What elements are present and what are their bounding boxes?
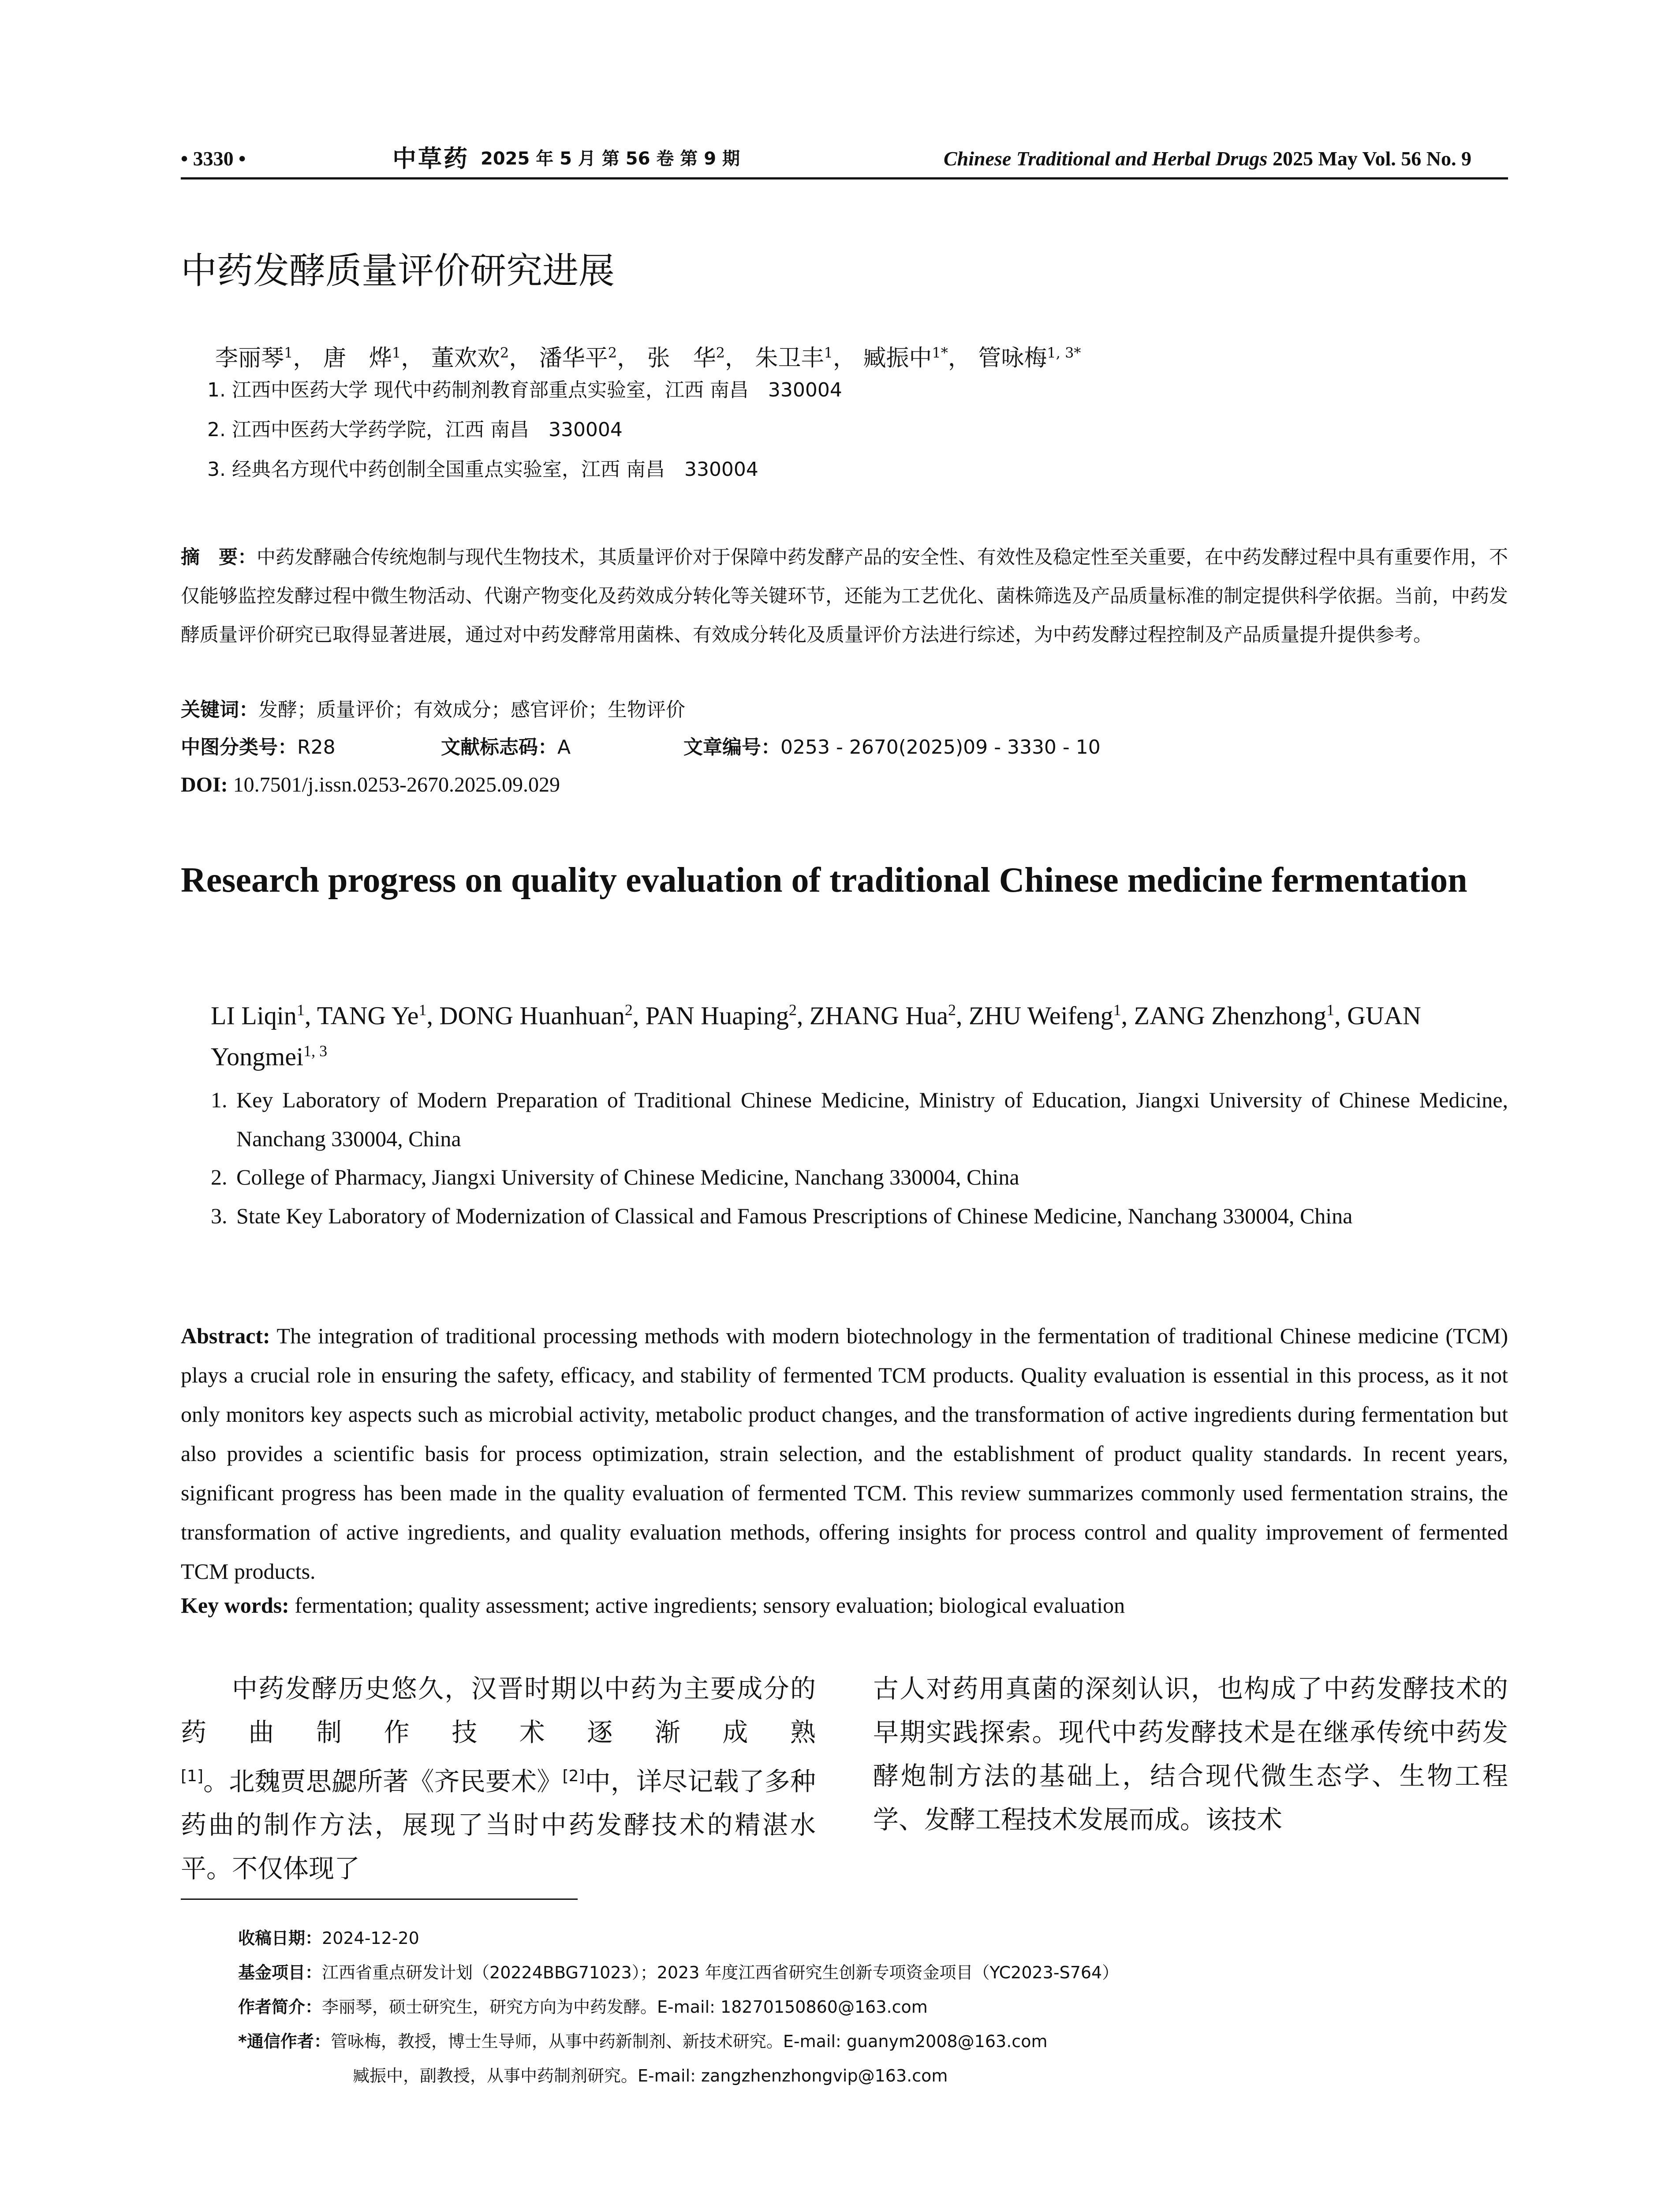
author-cn: 李丽琴: [215, 345, 284, 372]
doc-code: [441, 730, 571, 765]
author-en-sup: 1, 3: [303, 1042, 328, 1060]
affiliation-cn-1: 1. 江西中医药大学 现代中药制剂教育部重点实验室，江西 南昌 330004: [207, 379, 842, 401]
footnote-correspondence-2: 臧振中，副教授，从事中药制剂研究。E-mail: zangzhenzhongvip@163.com: [353, 2066, 948, 2085]
author-en-sup: 1: [1113, 1001, 1121, 1019]
footnote-received: [238, 1923, 419, 1954]
doi-value: 10.7501/j.issn.0253-2670.2025.09.029: [228, 773, 560, 796]
affiliation-en-num: 2.: [211, 1165, 228, 1189]
author-cn-sup: 1: [284, 344, 293, 361]
keywords-cn-label: 关键词：: [181, 699, 258, 721]
affiliation-en-2: [211, 1158, 1508, 1196]
issue-info-en: [944, 146, 1471, 172]
article-number-label: 文章编号：: [683, 736, 780, 759]
footnote-label: 收稿日期：: [238, 1928, 322, 1948]
author-en-sup: 1: [1326, 1001, 1335, 1019]
clc-label: 中图分类号：: [181, 736, 297, 759]
body-column-right: [873, 1667, 1508, 1842]
footnote-text: 李丽琴，硕士研究生，研究方向为中药发酵。E-mail: 18270150860@163.com: [322, 1997, 928, 2017]
abstract-cn: [181, 538, 1508, 654]
author-cn-sup: 1, 3*: [1047, 344, 1081, 361]
running-header: [181, 146, 1508, 181]
author-cn-sup: 2: [716, 344, 725, 361]
affiliation-en-1: [211, 1080, 1508, 1158]
footnote-label: 作者简介：: [238, 1997, 322, 2017]
classification-line: [181, 730, 1101, 765]
article-number-value: 0253 - 2670(2025)09 - 3330 - 10: [780, 736, 1101, 759]
author-en-sup: 1: [296, 1001, 305, 1019]
footnote-fund: [238, 1957, 1119, 1988]
author-en: PAN Huaping: [645, 1001, 789, 1030]
affiliation-en-text: College of Pharmacy, Jiangxi University of Chinese Medicine, Nanchang 330004, China: [236, 1165, 1019, 1189]
author-en: ZHANG Hua: [809, 1001, 948, 1030]
doc-code-label: 文献标志码：: [441, 736, 557, 759]
abstract-cn-label: 摘 要：: [181, 546, 257, 568]
doi-line: [181, 767, 560, 803]
author-cn-sup: 1: [824, 344, 833, 361]
author-en-sup: 2: [788, 1001, 797, 1019]
affiliation-en-text: State Key Laboratory of Modernization of Classical and Famous Prescriptions of Chinese Medicine, Nanchang 330004, China: [236, 1203, 1353, 1228]
doi-label: DOI:: [181, 773, 228, 796]
page-number: • 3330 •: [181, 147, 246, 170]
author-cn: 臧振中: [863, 345, 932, 372]
keywords-cn-text: 发酵；质量评价；有效成分；感官评价；生物评价: [258, 699, 685, 721]
body-text: 中药发酵历史悠久，汉晋时期以中药为主要成分的药曲制作技术逐渐成熟: [181, 1674, 816, 1747]
author-en-sup: 2: [624, 1001, 633, 1019]
affiliation-en-num: 3.: [211, 1203, 228, 1228]
footnote-text: 江西省重点研发计划（20224BBG71023）；2023 年度江西省研究生创新专项资金项目（YC2023-S764）: [322, 1963, 1119, 1982]
author-en: GUAN Yongmei: [211, 1001, 1421, 1071]
author-cn-sup: 2: [500, 344, 509, 361]
issue-info-cn: 2025 年 5 月 第 56 卷 第 9 期: [481, 149, 740, 169]
title-cn: 中药发酵质量评价研究进展: [181, 250, 615, 292]
body-column-left: [181, 1667, 816, 1891]
footnote-correspondence: [238, 2026, 1047, 2057]
article-number: [683, 730, 1101, 765]
citation-ref: [2]: [562, 1767, 585, 1785]
affiliation-cn-2: 2. 江西中医药大学药学院，江西 南昌 330004: [207, 419, 623, 441]
abstract-en-label: Abstract:: [181, 1323, 270, 1348]
footnote-text: 管咏梅，教授，博士生导师，从事中药新制剂、新技术研究。E-mail: guanym2008@163.com: [330, 2032, 1048, 2051]
body-text: 古人对药用真菌的深刻认识，也构成了中药发酵技术的早期实践探索。现代中药发酵技术是在继承传统中药发酵炮制方法的基础上，结合现代微生态学、生物工程学、发酵工程技术发展而成。该技术: [873, 1674, 1508, 1835]
keywords-en-label: Key words:: [181, 1593, 289, 1618]
keywords-en-text: fermentation; quality assessment; active ingredients; sensory evaluation; biological evaluation: [289, 1593, 1125, 1618]
author-en: TANG Ye: [317, 1001, 419, 1030]
header-divider: [181, 177, 1508, 179]
author-cn: 管咏梅: [978, 345, 1047, 372]
footnote-divider: [181, 1899, 578, 1900]
keywords-cn: [181, 692, 685, 728]
footnote-label: *通信作者：: [238, 2032, 331, 2051]
abstract-en: [181, 1316, 1508, 1591]
footnote-label: 基金项目：: [238, 1963, 322, 1982]
body-text: 。北魏贾思勰所著《齐民要术》: [203, 1766, 563, 1797]
title-en: Research progress on quality evaluation of traditional Chinese medicine fermentation: [181, 861, 1467, 900]
journal-name-en: Chinese Traditional and Herbal Drugs: [944, 147, 1268, 170]
author-en: LI Liqin: [211, 1001, 297, 1030]
author-en: ZHU Weifeng: [968, 1001, 1113, 1030]
authors-cn: 李丽琴$^1$， 唐 烨$^1$， 董欢欢$^2$， 潘华平$^2$， 张 华$^2$， 朱卫丰$^1$， 臧振中$^{1*}$， 管咏梅$^{1, 3*}$: [215, 344, 1081, 372]
author-en: ZANG Zhenzhong: [1134, 1001, 1327, 1030]
author-cn: 张 华: [647, 345, 716, 372]
footnote-text: 2024-12-20: [322, 1928, 419, 1948]
body-text: 中，详尽记载了多种药曲的制作方法，展现了当时中药发酵技术的精湛水平。不仅体现了: [181, 1766, 816, 1884]
keywords-en: [181, 1588, 1508, 1623]
affiliation-en-num: 1.: [211, 1088, 228, 1112]
doc-code-value: A: [557, 736, 571, 759]
affiliation-en-3: [211, 1196, 1508, 1235]
journal-brand-logo: 中草药: [392, 146, 469, 172]
footnote-author-bio: [238, 1992, 928, 2022]
affiliation-en-text: Key Laboratory of Modern Preparation of Traditional Chinese Medicine, Ministry of Education, Jiangxi University of Chinese Medicine, Nanchang 330004, China: [236, 1088, 1508, 1151]
abstract-cn-text: 中药发酵融合传统炮制与现代生物技术，其质量评价对于保障中药发酵产品的安全性、有效性及稳定性至关重要，在中药发酵过程中具有重要作用，不仅能够监控发酵过程中微生物活动、代谢产物变化及药效成分转化等关键环节，还能为工艺优化、菌株筛选及产品质量标准的制定提供科学依据。当前，中药发酵质量评价研究已取得显著进展，通过对中药发酵常用菌株、有效成分转化及质量评价方法进行综述，为中药发酵过程控制及产品质量提升提供参考。: [181, 546, 1508, 646]
author-cn: 董欢欢: [431, 345, 500, 372]
abstract-en-text: The integration of traditional processing methods with modern biotechnology in the fermentation of traditional Chinese medicine (TCM) plays a crucial role in ensuring the safety, efficacy, and stability of fermented TCM products. Quality evaluation is essential in this process, as it not only monitors key aspects such as microbial activity, metabolic product changes, and the transformation of active ingredients during fermentation but also provides a scientific basis for process optimization, strain selection, and the establishment of product quality standards. In recent years, significant progress has been made in the quality evaluation of fermented TCM. This review summarizes commonly used fermentation strains, the transformation of active ingredients, and quality evaluation methods, offering insights for process control and quality improvement of fermented TCM products.: [181, 1323, 1508, 1584]
author-cn-sup: 1*: [932, 344, 948, 361]
author-cn: 朱卫丰: [755, 345, 824, 372]
clc-value: R28: [297, 736, 336, 759]
citation-ref: [1]: [181, 1767, 203, 1785]
author-en-sup: 2: [948, 1001, 956, 1019]
body-paragraph: [181, 1667, 816, 1891]
issue-volume-en: 2025 May Vol. 56 No. 9: [1267, 147, 1472, 170]
authors-en: LI Liqin$^1$, TANG Ye$^1$, DONG Huanhuan$^2$, PAN Huaping$^2$, ZHANG Hua$^2$, ZHU Weifeng$^1$, ZANG Zhenzhong$^1$, GUAN Yongmei$^{1, 3}$: [211, 1001, 1421, 1071]
author-cn: 唐 烨: [323, 345, 392, 372]
author-cn: 潘华平: [539, 345, 608, 372]
author-en-sup: 1: [418, 1001, 427, 1019]
author-en: DONG Huanhuan: [439, 1001, 625, 1030]
affiliation-cn-3: 3. 经典名方现代中药创制全国重点实验室，江西 南昌 330004: [207, 458, 758, 481]
author-cn-sup: 2: [608, 344, 617, 361]
author-cn-sup: 1: [392, 344, 401, 361]
